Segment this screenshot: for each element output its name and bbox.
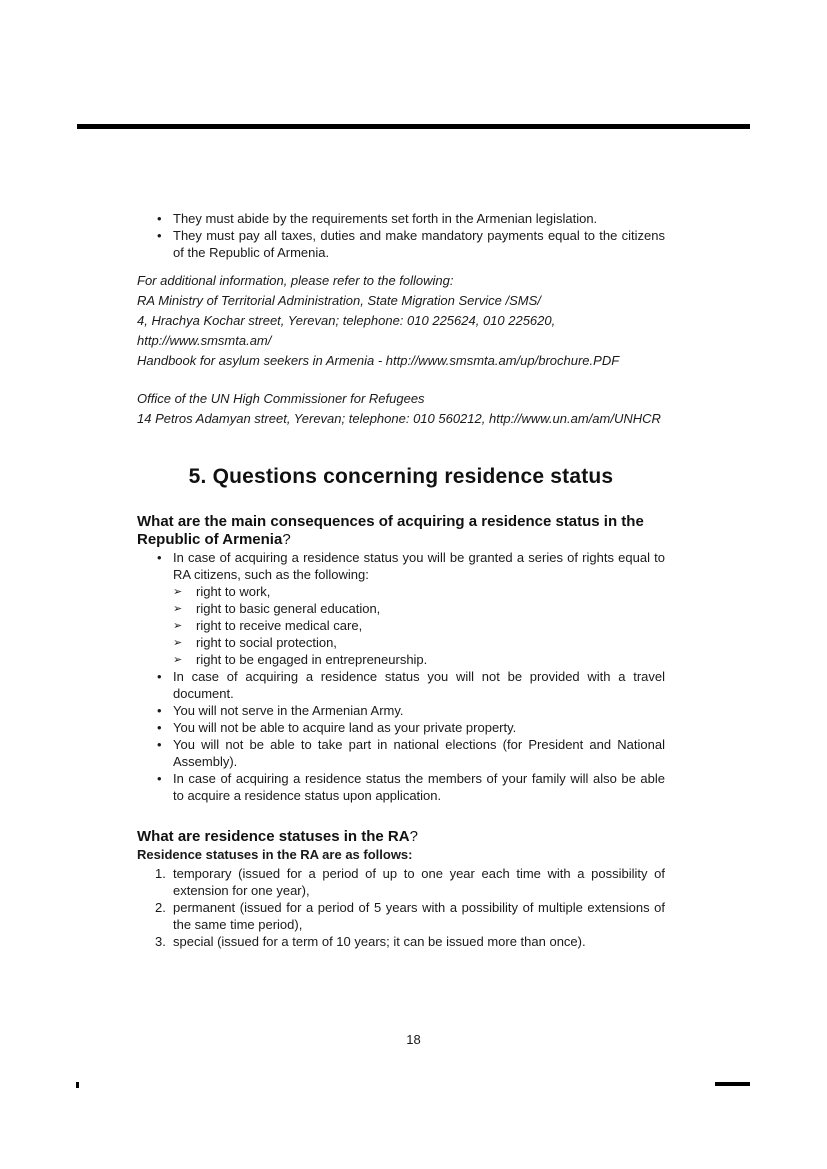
question-mark: ? [409, 828, 418, 845]
list-item [137, 899, 665, 933]
list-item: • You will not serve in the Armenian Army. [137, 702, 665, 719]
list-item: • In case of acquiring a residence status the members of your family will also be able to acquire a residence status upon application. [137, 770, 665, 804]
list-item-text: permanent (issued for a period of 5 years with a possibility of multiple extensions of the same time period), [173, 900, 665, 932]
list-number: 2. [155, 900, 166, 915]
footer-mark-right [715, 1082, 750, 1086]
info-refer: For additional information, please refer to the following: [137, 273, 454, 288]
statuses-list [137, 865, 665, 950]
sms-url: http://www.smsmta.am/ [137, 333, 272, 348]
rights-list [173, 583, 665, 668]
list-item: • They must pay all taxes, duties and make mandatory payments equal to the citizens of the Republic of Armenia. [137, 227, 665, 261]
consequences-list [137, 549, 665, 804]
unhcr-name: Office of the UN High Commissioner for Refugees [137, 391, 425, 406]
unhcr-address: 14 Petros Adamyan street, Yerevan; telephone: 010 560212, http://www.un.am/am/UNHCR [137, 411, 661, 426]
page-content [137, 210, 665, 950]
list-item: • You will not be able to acquire land as your private property. [137, 719, 665, 736]
list-item [137, 933, 665, 950]
list-item: • In case of acquiring a residence status you will not be provided with a travel document. [137, 668, 665, 702]
question-text: What are the main consequences of acquiring a residence status in the Republic of Armenia [137, 513, 644, 548]
intro-bullet-list [137, 210, 665, 261]
list-item [137, 549, 665, 668]
list-item-text: In case of acquiring a residence status you will be granted a series of rights equal to RA citizens, such as the following: [173, 550, 665, 582]
rights-item: ➢ right to basic general education, [173, 600, 665, 617]
rights-item: ➢ right to be engaged in entrepreneurship. [173, 651, 665, 668]
footer-mark-left [76, 1082, 79, 1088]
page-number: 18 [406, 1032, 421, 1047]
statuses-subheading: Residence statuses in the RA are as follows: [137, 847, 413, 862]
list-item-text: special (issued for a term of 10 years; it can be issued more than once). [173, 934, 586, 949]
question-heading-statuses [137, 828, 665, 846]
question-mark: ? [282, 531, 291, 548]
sms-name: RA Ministry of Territorial Administration, State Migration Service /SMS/ [137, 293, 541, 308]
list-number: 3. [155, 934, 166, 949]
question-heading-consequences [137, 513, 665, 549]
list-item-text: temporary (issued for a period of up to one year each time with a possibility of extension for one year), [173, 866, 665, 898]
list-number: 1. [155, 866, 166, 881]
list-item [137, 865, 665, 899]
question-text: What are residence statuses in the RA [137, 828, 410, 845]
list-item: • You will not be able to take part in national elections (for President and National Assembly). [137, 736, 665, 770]
rights-item: ➢ right to work, [173, 583, 665, 600]
section-title: 5. Questions concerning residence status [188, 465, 614, 488]
header-rule [77, 124, 750, 129]
list-item: • They must abide by the requirements set forth in the Armenian legislation. [137, 210, 665, 227]
rights-item: ➢ right to social protection, [173, 634, 665, 651]
handbook-link: Handbook for asylum seekers in Armenia - http://www.smsmta.am/up/brochure.PDF [137, 353, 620, 368]
sms-address: 4, Hrachya Kochar street, Yerevan; telephone: 010 225624, 010 225620, [137, 313, 556, 328]
additional-info-block [137, 271, 665, 429]
rights-item: ➢ right to receive medical care, [173, 617, 665, 634]
